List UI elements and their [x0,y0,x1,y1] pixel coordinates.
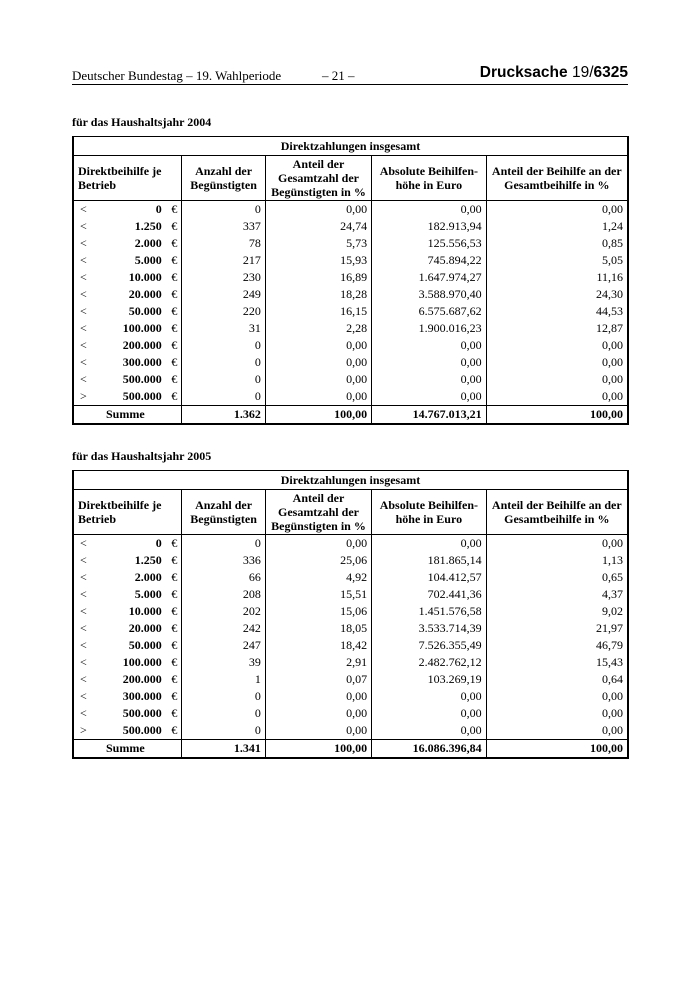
row-absolute: 0,00 [372,388,487,406]
table-row [73,354,628,371]
row-percent: 0,00 [486,688,628,705]
row-threshold: 50.000 [128,304,162,319]
row-currency: € [162,337,182,354]
row-absolute: 125.556,53 [372,235,487,252]
column-header-anzahl: Anzahl der Begünstigten [182,156,266,201]
row-count: 208 [182,586,266,603]
row-threshold: 10.000 [128,270,162,285]
table-row [73,201,628,219]
row-threshold: 2.000 [134,236,162,251]
row-share: 0,00 [265,722,371,740]
row-operator: < [73,637,113,654]
row-threshold: 50.000 [128,638,162,653]
row-threshold: 200.000 [122,338,162,353]
row-percent: 0,00 [486,388,628,406]
column-header-anzahl: Anzahl der Begünstigten [182,490,266,535]
row-absolute: 3.588.970,40 [372,286,487,303]
row-currency: € [162,320,182,337]
row-percent: 12,87 [486,320,628,337]
column-header-absolute-beihilfe: Absolute Beihilfen-höhe in Euro [372,490,487,535]
row-absolute: 0,00 [372,201,487,219]
sum-count: 1.341 [182,740,266,759]
row-currency: € [162,569,182,586]
row-percent: 1,13 [486,552,628,569]
row-operator: > [73,722,113,740]
header-number-bold: 6325 [593,64,628,81]
table-row [73,552,628,569]
row-threshold: 0 [113,535,161,553]
row-count: 247 [182,637,266,654]
row-currency: € [162,201,182,219]
table-row [73,705,628,722]
row-share: 0,00 [265,371,371,388]
row-count: 242 [182,620,266,637]
row-absolute: 182.913,94 [372,218,487,235]
table-row [73,303,628,320]
row-percent: 0,00 [486,535,628,553]
row-operator: < [73,688,113,705]
row-threshold: 300.000 [122,355,162,370]
row-operator: < [73,354,113,371]
row-absolute: 702.441,36 [372,586,487,603]
table-row [73,535,628,553]
row-operator: > [73,388,113,406]
row-share: 15,06 [265,603,371,620]
row-currency: € [162,671,182,688]
sum-row [73,740,628,759]
row-count: 78 [182,235,266,252]
row-threshold: 500.000 [122,389,162,404]
row-count: 0 [182,371,266,388]
row-percent: 0,00 [486,201,628,219]
row-share: 0,00 [265,535,371,553]
row-absolute: 0,00 [372,354,487,371]
table-row [73,637,628,654]
row-absolute: 1.900.016,23 [372,320,487,337]
row-currency: € [162,235,182,252]
row-share: 15,51 [265,586,371,603]
row-absolute: 2.482.762,12 [372,654,487,671]
row-operator: < [73,620,113,637]
page-header [72,62,628,85]
row-share: 0,00 [265,201,371,219]
row-percent: 0,00 [486,705,628,722]
row-currency: € [162,722,182,740]
row-currency: € [162,620,182,637]
table-row [73,337,628,354]
row-percent: 9,02 [486,603,628,620]
row-threshold: 1.250 [134,553,162,568]
row-share: 16,15 [265,303,371,320]
table-2005 [72,470,629,759]
row-count: 31 [182,320,266,337]
row-share: 15,93 [265,252,371,269]
sum-label: Summe [73,406,182,425]
row-share: 4,92 [265,569,371,586]
table-row [73,569,628,586]
row-percent: 4,37 [486,586,628,603]
table-row [73,603,628,620]
column-header-row [73,490,628,535]
row-count: 1 [182,671,266,688]
row-threshold: 500.000 [122,372,162,387]
row-count: 66 [182,569,266,586]
row-share: 0,00 [265,354,371,371]
row-operator: < [73,303,113,320]
sum-count: 1.362 [182,406,266,425]
row-share: 2,28 [265,320,371,337]
sum-absolute: 14.767.013,21 [372,406,487,425]
row-share: 2,91 [265,654,371,671]
row-threshold: 2.000 [134,570,162,585]
row-percent: 5,05 [486,252,628,269]
sum-row [73,406,628,425]
row-operator: < [73,201,113,219]
row-operator: < [73,371,113,388]
column-header-anteil-begunstigte: Anteil der Gesamtzahl der Begünstigten in % [265,490,371,535]
super-header: Direktzahlungen insgesamt [73,137,628,156]
row-percent: 1,24 [486,218,628,235]
row-absolute: 6.575.687,62 [372,303,487,320]
row-operator: < [73,269,113,286]
row-currency: € [162,354,182,371]
row-absolute: 1.451.576,58 [372,603,487,620]
row-count: 220 [182,303,266,320]
table-super-header-row [73,471,628,490]
row-absolute: 0,00 [372,705,487,722]
row-percent: 0,65 [486,569,628,586]
table-caption-2004: für das Haushaltsjahr 2004 [72,115,212,129]
row-currency: € [162,388,182,406]
row-percent: 0,00 [486,722,628,740]
row-operator: < [73,535,113,553]
row-absolute: 3.533.714,39 [372,620,487,637]
row-currency: € [162,654,182,671]
row-currency: € [162,286,182,303]
row-currency: € [162,535,182,553]
row-currency: € [162,252,182,269]
row-operator: < [73,320,113,337]
row-count: 0 [182,688,266,705]
table-row [73,235,628,252]
row-absolute: 7.526.355,49 [372,637,487,654]
row-operator: < [73,569,113,586]
column-header-anteil-beihilfe: Anteil der Beihilfe an der Gesamtbeihilfe in % [486,490,628,535]
row-share: 5,73 [265,235,371,252]
row-share: 0,00 [265,337,371,354]
row-currency: € [162,303,182,320]
row-threshold: 300.000 [122,689,162,704]
table-row [73,388,628,406]
table-2004 [72,136,629,425]
row-share: 24,74 [265,218,371,235]
table-row [73,218,628,235]
row-absolute: 0,00 [372,688,487,705]
sum-percent: 100,00 [486,406,628,425]
row-threshold: 0 [113,201,161,219]
sum-absolute: 16.086.396,84 [372,740,487,759]
row-absolute: 0,00 [372,337,487,354]
row-operator: < [73,218,113,235]
row-operator: < [73,286,113,303]
row-operator: < [73,705,113,722]
row-percent: 0,00 [486,354,628,371]
row-threshold: 5.000 [134,587,162,602]
row-currency: € [162,705,182,722]
row-share: 0,00 [265,388,371,406]
row-currency: € [162,218,182,235]
header-number-plain: 19/ [571,64,594,81]
table-row [73,371,628,388]
row-absolute: 0,00 [372,535,487,553]
row-count: 39 [182,654,266,671]
row-share: 18,42 [265,637,371,654]
row-currency: € [162,269,182,286]
row-share: 16,89 [265,269,371,286]
row-currency: € [162,637,182,654]
row-count: 0 [182,722,266,740]
table-row [73,722,628,740]
sum-share: 100,00 [265,740,371,759]
column-header-betrieb: Direktbeihilfe je Betrieb [73,490,182,535]
row-absolute: 0,00 [372,722,487,740]
row-currency: € [162,552,182,569]
table-row [73,688,628,705]
row-count: 230 [182,269,266,286]
row-threshold: 500.000 [122,723,162,738]
row-threshold: 1.250 [134,219,162,234]
table-super-header-row [73,137,628,156]
sum-share: 100,00 [265,406,371,425]
row-threshold: 200.000 [122,672,162,687]
row-percent: 0,00 [486,371,628,388]
row-count: 337 [182,218,266,235]
row-percent: 24,30 [486,286,628,303]
row-share: 0,07 [265,671,371,688]
row-operator: < [73,654,113,671]
table-caption-2005: für das Haushaltsjahr 2005 [72,449,212,463]
row-share: 18,05 [265,620,371,637]
row-operator: < [73,671,113,688]
row-absolute: 181.865,14 [372,552,487,569]
header-page-number: – 21 – [322,68,355,83]
header-publication: Deutscher Bundestag – 19. Wahlperiode [72,68,282,83]
row-share: 18,28 [265,286,371,303]
row-absolute: 745.894,22 [372,252,487,269]
row-threshold: 100.000 [122,321,162,336]
sum-percent: 100,00 [486,740,628,759]
row-threshold: 20.000 [128,287,162,302]
row-threshold: 100.000 [122,655,162,670]
sum-label: Summe [73,740,182,759]
row-percent: 44,53 [486,303,628,320]
table-row [73,286,628,303]
row-percent: 0,64 [486,671,628,688]
row-percent: 21,97 [486,620,628,637]
row-absolute: 103.269,19 [372,671,487,688]
row-operator: < [73,603,113,620]
table-row [73,586,628,603]
row-operator: < [73,235,113,252]
row-count: 0 [182,705,266,722]
row-absolute: 1.647.974,27 [372,269,487,286]
row-operator: < [73,552,113,569]
row-count: 336 [182,552,266,569]
row-currency: € [162,603,182,620]
row-currency: € [162,371,182,388]
table-row [73,252,628,269]
header-drucksache-label: Drucksache [479,64,568,81]
row-count: 0 [182,535,266,553]
table-row [73,269,628,286]
row-percent: 15,43 [486,654,628,671]
row-count: 0 [182,201,266,219]
row-threshold: 5.000 [134,253,162,268]
column-header-anteil-beihilfe: Anteil der Beihilfe an der Gesamtbeihilfe in % [486,156,628,201]
row-currency: € [162,688,182,705]
row-percent: 46,79 [486,637,628,654]
row-operator: < [73,252,113,269]
row-share: 0,00 [265,705,371,722]
super-header: Direktzahlungen insgesamt [73,471,628,490]
row-count: 0 [182,354,266,371]
column-header-row [73,156,628,201]
table-row [73,654,628,671]
row-threshold: 20.000 [128,621,162,636]
row-percent: 0,85 [486,235,628,252]
row-currency: € [162,586,182,603]
row-threshold: 500.000 [122,706,162,721]
row-count: 202 [182,603,266,620]
row-threshold: 10.000 [128,604,162,619]
row-operator: < [73,586,113,603]
table-row [73,620,628,637]
row-percent: 11,16 [486,269,628,286]
row-percent: 0,00 [486,337,628,354]
row-count: 249 [182,286,266,303]
table-row [73,671,628,688]
row-count: 0 [182,337,266,354]
row-absolute: 0,00 [372,371,487,388]
row-absolute: 104.412,57 [372,569,487,586]
row-operator: < [73,337,113,354]
row-count: 0 [182,388,266,406]
row-share: 0,00 [265,688,371,705]
column-header-absolute-beihilfe: Absolute Beihilfen-höhe in Euro [372,156,487,201]
column-header-anteil-begunstigte: Anteil der Gesamtzahl der Begünstigten in % [265,156,371,201]
row-share: 25,06 [265,552,371,569]
table-row [73,320,628,337]
header-document-number [480,64,628,82]
row-count: 217 [182,252,266,269]
column-header-betrieb: Direktbeihilfe je Betrieb [73,156,182,201]
